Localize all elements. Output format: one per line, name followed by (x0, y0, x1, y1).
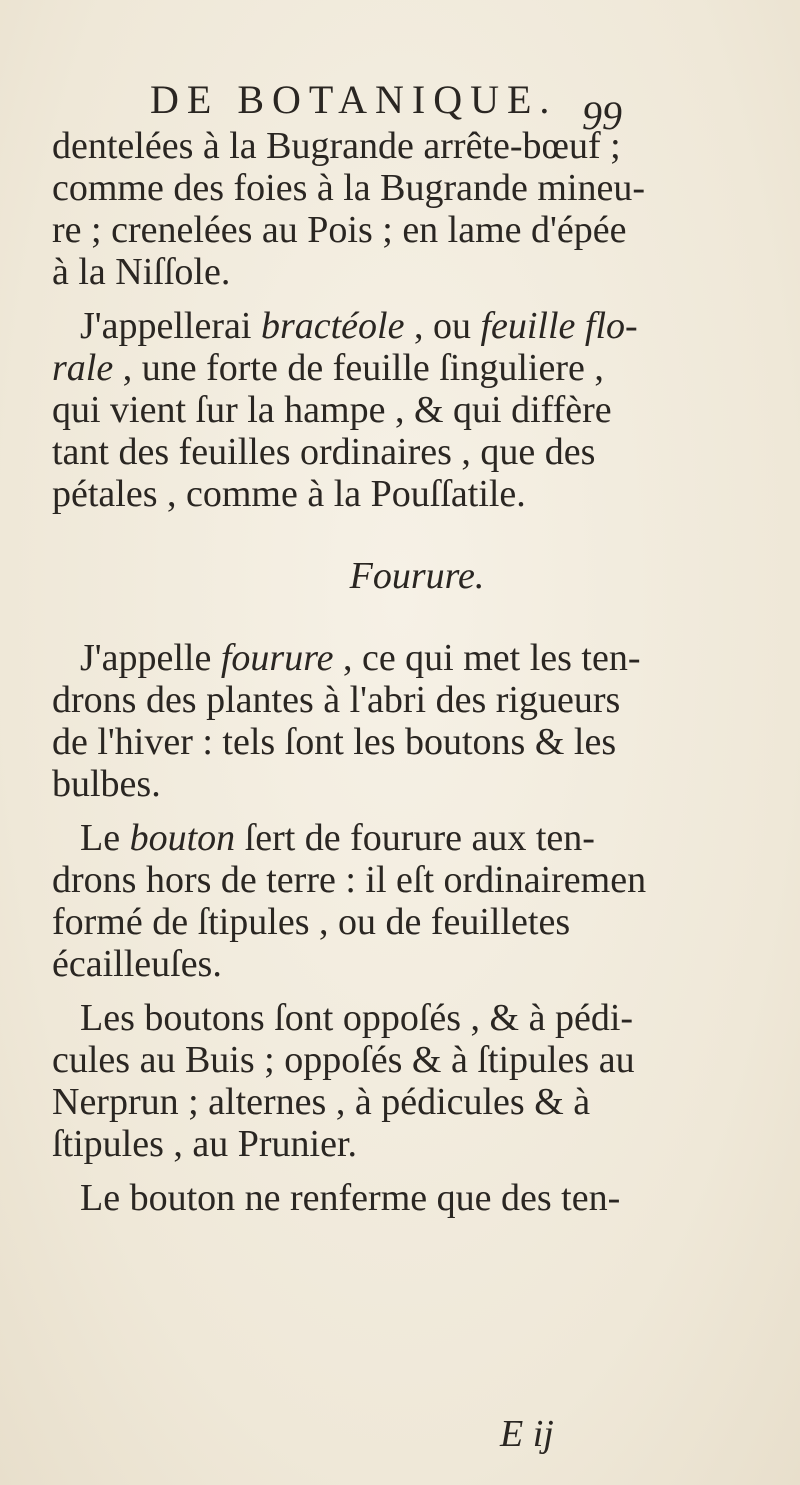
text-line: drons hors de terre : il eſt ordinairemen (52, 859, 647, 901)
text-run: , une forte de feuille ſinguliere , (113, 347, 604, 389)
text-line: drons des plantes à l'abri des rigueurs (52, 679, 621, 721)
paragraph-6 (52, 1177, 742, 1219)
paragraph-2 (52, 305, 742, 515)
text-line: écailleuſes. (52, 943, 222, 985)
term-rale: rale (52, 347, 114, 389)
text-line: formé de ſtipules , ou de feuilletes (52, 901, 571, 943)
term-bracteole: bractéole (260, 305, 405, 347)
text-line: qui vient ſur la hampe , & qui diffère (52, 389, 612, 431)
running-head (150, 70, 650, 130)
text-line (52, 637, 742, 679)
text-line: de l'hiver : tels ſont les boutons & les (52, 721, 617, 763)
text-line: bulbes. (52, 763, 161, 805)
text-run: J'appelle (80, 637, 221, 679)
text-line: à la Niſſole. (52, 251, 231, 293)
text-line: Le bouton ne renferme que des ten- (80, 1177, 621, 1219)
text-line: Les boutons ſont oppoſés , & à pédi- (80, 997, 634, 1039)
text-line: re ; crenelées au Pois ; en lame d'épée (52, 209, 627, 251)
running-head-text: DE BOTANIQUE. (150, 77, 558, 122)
text-run: , ou (404, 305, 481, 347)
text-run: Le (80, 817, 130, 859)
page-number: 99 (582, 93, 622, 138)
paragraph-1 (52, 125, 742, 293)
section-title: Fourure. (349, 555, 485, 597)
text-line (52, 817, 742, 859)
text-run: , ce qui met les ten- (333, 637, 641, 679)
paragraph-4 (52, 817, 742, 985)
text-line: comme des foies à la Bugrande mineu- (52, 167, 646, 209)
term-bouton: bouton (129, 817, 236, 859)
text-line: pétales , comme à la Pouſſatile. (52, 473, 526, 515)
text-line: cules au Buis ; oppoſés & à ſtipules au (52, 1039, 635, 1081)
text-line: tant des feuilles ordinaires , que des (52, 431, 596, 473)
text-line: ſtipules , au Prunier. (52, 1123, 358, 1165)
text-line: Nerprun ; alternes , à pédicules & à (52, 1081, 591, 1123)
term-feuille-florale: feuille flo- (480, 305, 638, 347)
text-line (52, 305, 742, 347)
body-text (52, 125, 742, 1219)
text-line (52, 347, 742, 389)
paragraph-5 (52, 997, 742, 1165)
text-run: ſert de fourure aux ten- (235, 817, 595, 859)
term-fourure: fourure (220, 637, 334, 679)
text-line: dentelées à la Bugrande arrête-bœuf ; (52, 125, 621, 167)
signature-mark: E ij (500, 1413, 554, 1455)
paragraph-3 (52, 637, 742, 805)
text-run: J'appellerai (80, 305, 261, 347)
